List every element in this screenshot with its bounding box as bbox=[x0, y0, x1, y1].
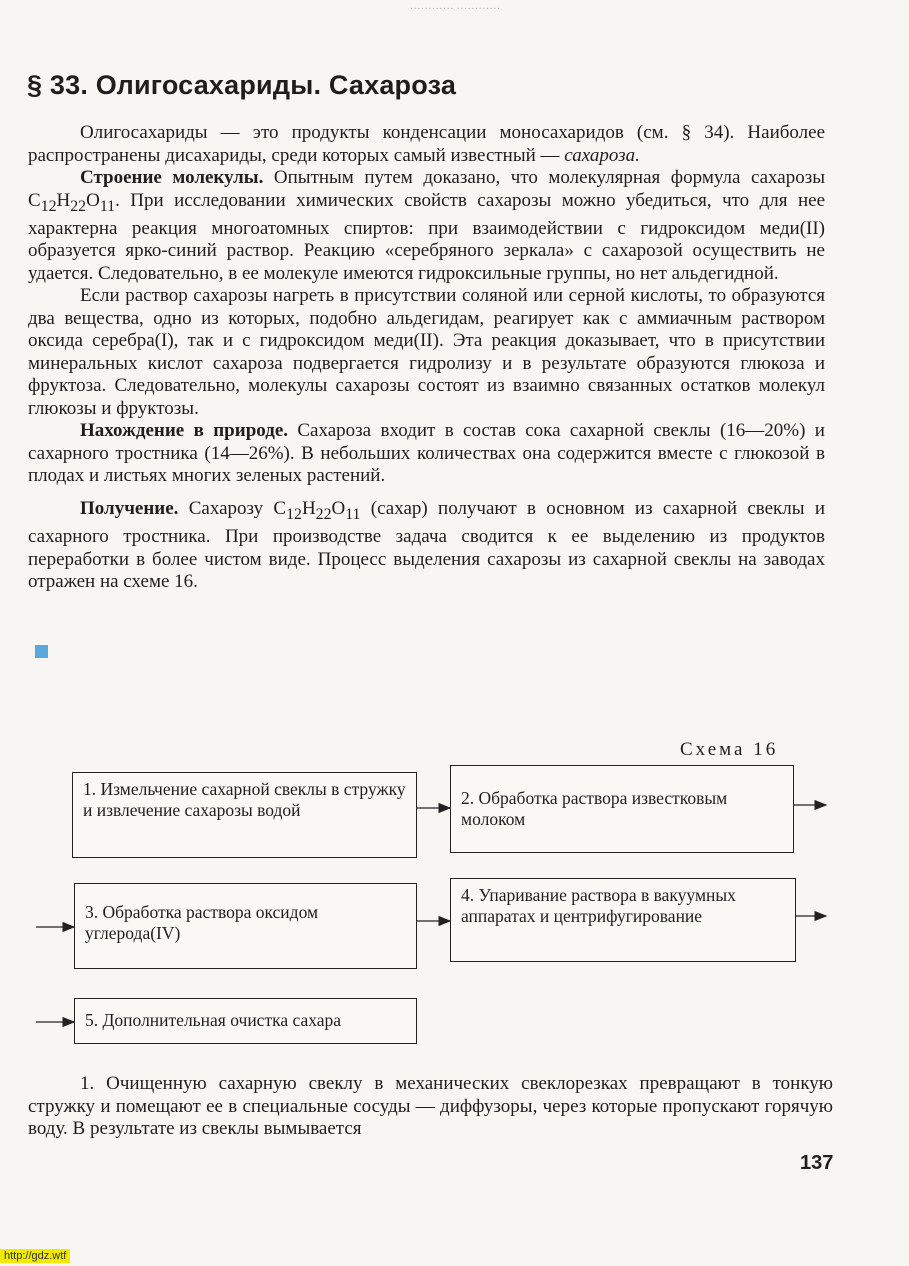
paragraph-definition: Олигосахариды — это продукты конденсации моносахаридов (см. § 34). Наиболее распространены дисахариды, среди которых самый известный — сахароза. bbox=[28, 122, 825, 166]
page-number: 137 bbox=[800, 1152, 834, 1174]
running-header: ………… ………… bbox=[409, 0, 501, 12]
scheme-box-3: 3. Обработка раствора оксидом углерода(IV) bbox=[74, 883, 417, 969]
scheme-box-4: 4. Упаривание раствора в вакуумных аппаратах и центрифугирование bbox=[450, 878, 796, 962]
paragraph-step-1: 1. Очищенную сахарную свеклу в механических свеклорезках превращают в тонкую стружку и помещают ее в специальные сосуды — диффузоры, через которые пропускают горячую воду. В результате из свеклы вымывается bbox=[28, 1073, 833, 1139]
scheme-box-2: 2. Обработка раствора известковым молоком bbox=[450, 765, 794, 853]
scheme-box-5: 5. Дополнительная очистка сахара bbox=[74, 998, 417, 1044]
body-text-bottom bbox=[28, 1073, 833, 1141]
scheme-box-1: 1. Измельчение сахарной свеклы в стружку и извлечение сахарозы водой bbox=[72, 772, 417, 858]
nature-heading: Нахождение в природе. bbox=[80, 420, 289, 442]
production-heading: Получение. bbox=[80, 497, 179, 519]
paragraph-hydrolysis: Если раствор сахарозы нагреть в присутствии соляной или серной кислоты, то образуются два вещества, одно из которых, подобно альдегидам, реагирует как с аммиачным раствором оксида серебра(I), так и с гидроксидом меди(II). Эта реакция доказывает, что в присутствии минеральных кислот сахароза подвергается гидролизу и в результате образуются глюкоза и фруктоза. Следовательно, молекулы сахарозы состоят из взаимно связанных остатков молекул глюкозы и фруктозы. bbox=[28, 285, 825, 419]
section-title: § 33. Олигосахариды. Сахароза bbox=[27, 70, 457, 100]
paragraph-structure: Строение молекулы. Опытным путем доказано, что молекулярная формула сахарозы $C_{12}H_{22}O_{11}$. При исследовании химических свойств сахарозы можно убедиться, что для нее характерна реакция многоатомных спиртов: при взаимодействии с гидроксидом меди(II) образуется ярко-синий раствор. Реакцию «серебряного зеркала» с сахарозой осуществить не удается. Следовательно, в ее молекуле имеются гидроксильные группы, но нет альдегидной. bbox=[28, 167, 826, 284]
paragraph-nature: Нахождение в природе. Сахароза входит в состав сока сахарной свеклы (16—20%) и сахарного тростника (14—26%). В небольших количествах она содержится вместе с глюкозой в плодах и листьях многих зеленых растений. bbox=[28, 420, 825, 487]
structure-heading: Строение молекулы. bbox=[80, 167, 264, 188]
sucrose-term: сахароза. bbox=[564, 144, 640, 166]
paragraph-production: Получение. Сахарозу $C_{12}H_{22}O_{11}$ (сахар) получают в основном из сахарной свеклы и сахарного тростника. При производстве задача сводится к ее выделению из продуктов переработки в более чистом виде. Процесс выделения сахарозы из сахарной свеклы на заводах отражен на схеме 16. bbox=[28, 497, 825, 593]
scheme-label: Схема 16 bbox=[680, 739, 779, 760]
source-url: http://gdz.wtf bbox=[0, 1249, 70, 1263]
